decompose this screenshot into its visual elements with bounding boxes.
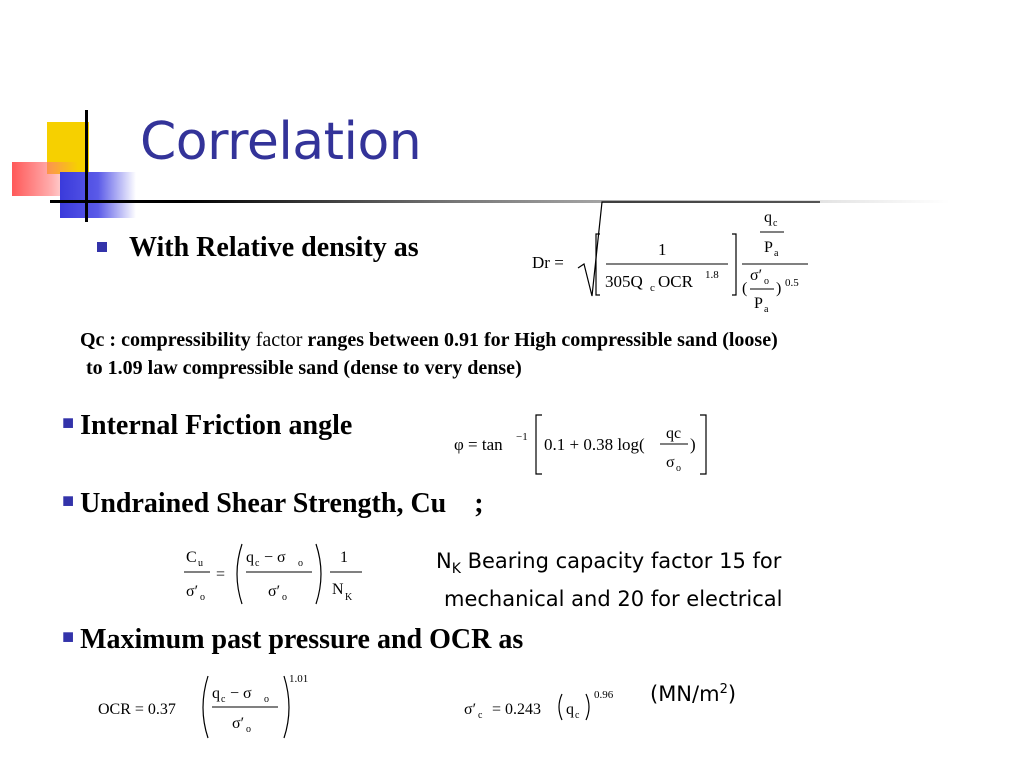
ocr-num-sub: c (221, 694, 226, 705)
qc-line-2 (80, 354, 1000, 382)
cu-eq: = (216, 566, 226, 583)
sigc-q-sub: c (575, 710, 580, 721)
dr-sig-sub: o (764, 276, 769, 287)
phi-den-sub: o (676, 463, 681, 474)
ocr-minus-sub: o (264, 694, 269, 705)
bullet-square-icon (97, 242, 107, 252)
cu-sig: σ′ (186, 583, 199, 600)
cu-minus-sub: o (298, 558, 303, 569)
slide-title: Correlation (140, 112, 422, 172)
nk-symbol-sub: K (451, 561, 461, 577)
phi-exp: −1 (516, 431, 528, 443)
sigc-exp: 0.96 (594, 689, 614, 701)
nk-line-1 (436, 546, 782, 584)
phi-close: ) (690, 435, 696, 454)
bullet-square-icon: ■ (62, 626, 75, 648)
bullet-undrained-shear (62, 488, 484, 520)
bullet-square-icon: ■ (62, 490, 75, 512)
equation-friction-angle (452, 412, 712, 478)
unit-suffix: ) (727, 682, 737, 706)
dr-paren-open: ( (742, 280, 748, 297)
qc-description (80, 326, 1000, 382)
unit-sup: 2 (719, 682, 728, 697)
title-ornament-blue (60, 172, 136, 218)
dr-ocr-exp: 1.8 (705, 269, 719, 281)
dr-coef-sub: c (650, 282, 655, 294)
qc-line-2-text: to 1.09 law compressible sand (dense to very dense) (86, 357, 522, 379)
unit-prefix: (MN/m (650, 682, 720, 706)
nk-line-1-text: Bearing capacity factor 15 for (467, 549, 782, 573)
qc-line-1 (80, 326, 1000, 354)
cu-minus: − σ (264, 549, 286, 566)
bullet-text: Internal Friction angle (80, 410, 353, 441)
bullet-relative-density (97, 232, 419, 264)
sigc-q: q (566, 701, 574, 718)
bullet-text: Maximum past pressure and OCR as (80, 624, 524, 655)
cu-c: C (186, 549, 197, 566)
dr-paren-close: ) (776, 280, 782, 297)
phi-num: qc (666, 425, 682, 442)
qc-bold-b: ranges between 0.91 for High compressible sand (loose) (307, 329, 778, 351)
equation-relative-density (530, 200, 820, 325)
dr-pa2: P (754, 295, 763, 312)
ocr-num: q (212, 685, 220, 702)
nk-line-2: mechanical and 20 for electrical (444, 587, 783, 611)
equation-undrained-shear (182, 540, 372, 610)
dr-lhs: Dr = (532, 253, 564, 272)
sigc-lhs: σ′ (464, 701, 477, 718)
cu-sig-sub: o (200, 592, 205, 603)
dr-sig: σ′ (750, 267, 763, 284)
dr-one: 1 (658, 240, 667, 259)
bullet-text: Undrained Shear Strength, Cu (80, 488, 447, 519)
ocr-lhs: OCR = 0.37 (98, 701, 176, 718)
cu-c-sub: u (198, 558, 203, 569)
dr-ocr: OCR (658, 272, 693, 291)
cu-one: 1 (340, 549, 348, 566)
cu-nk-sub: K (345, 592, 353, 603)
phi-body: 0.1 + 0.38 log( (544, 435, 645, 454)
bullet-text: With Relative density as (129, 232, 419, 263)
bullet-max-past-pressure (62, 624, 523, 656)
qc-normal: factor (255, 329, 303, 351)
dr-pa-sub: a (774, 248, 779, 259)
dr-exp: 0.5 (785, 277, 799, 289)
ocr-exp: 1.01 (289, 673, 309, 685)
ocr-den: σ′ (232, 715, 245, 732)
title-ornament-vertical-line (85, 110, 88, 222)
cu-num: q (246, 549, 254, 566)
nk-description (436, 546, 782, 614)
equation-ocr (96, 668, 326, 742)
cu-den-sub: o (282, 592, 287, 603)
dr-pa2-sub: a (764, 304, 769, 315)
dr-pa: P (764, 239, 773, 256)
bullet-square-icon: ■ (62, 412, 75, 434)
sigc-eq: = 0.243 (492, 701, 542, 718)
cu-den: σ′ (268, 583, 281, 600)
bullet-friction-angle (62, 410, 352, 442)
bullet-suffix: ; (474, 488, 484, 519)
equation-sigma-c (462, 684, 642, 724)
cu-num-sub: c (255, 558, 260, 569)
phi-den: σ (666, 454, 675, 471)
dr-qc: q (764, 209, 772, 226)
cu-nk: N (332, 581, 344, 598)
units-label (650, 682, 736, 706)
nk-symbol: N (436, 549, 452, 573)
ocr-minus: − σ (230, 685, 252, 702)
qc-bold-a: Qc : compressibility (80, 329, 251, 351)
dr-coef: 305Q (605, 272, 643, 291)
sigc-lhs-sub: c (478, 710, 483, 721)
phi-lhs: φ = tan (454, 435, 503, 454)
dr-qc-sub: c (773, 218, 778, 229)
ocr-den-sub: o (246, 724, 251, 735)
